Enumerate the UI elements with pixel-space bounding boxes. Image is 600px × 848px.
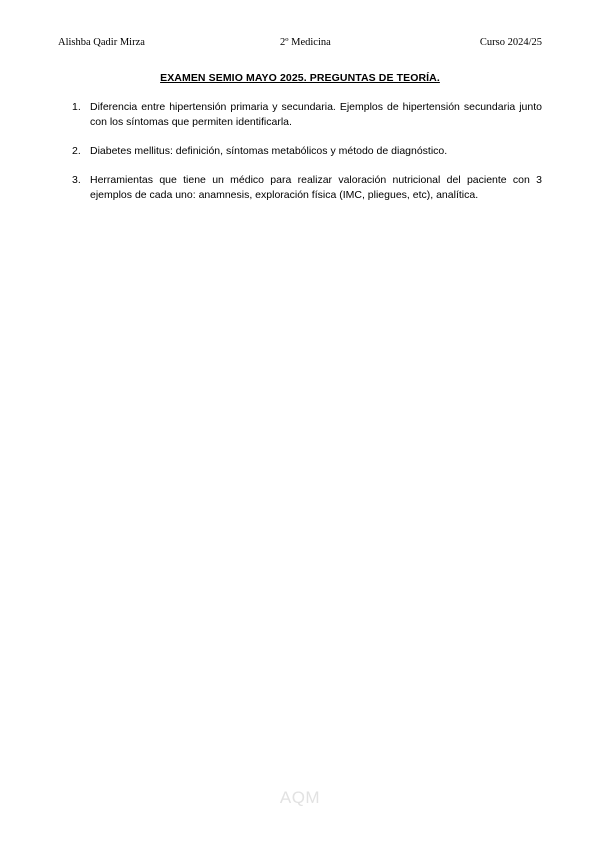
author-name: Alishba Qadir Mirza <box>58 37 145 48</box>
question-item <box>68 144 542 159</box>
watermark: AQM <box>279 788 321 807</box>
academic-year: Curso 2024/25 <box>479 37 542 48</box>
page-header <box>58 37 542 51</box>
question-text: Herramientas que tiene un médico para realizar valoración nutricional del paciente con 3 ejemplos de cada uno: anamnesis, exploración física (IMC, pliegues, etc), analítica. <box>90 174 542 201</box>
question-item <box>68 173 542 203</box>
course-year: 2º Medicina <box>280 37 331 48</box>
question-text: Diabetes mellitus: definición, síntomas metabólicos y método de diagnóstico. <box>90 145 448 157</box>
exam-title: EXAMEN SEMIO MAYO 2025. PREGUNTAS DE TEORÍA. <box>160 72 440 84</box>
question-number: 3. <box>72 174 81 186</box>
question-number: 1. <box>72 101 81 113</box>
question-item <box>68 100 542 130</box>
question-list <box>68 100 542 217</box>
question-number: 2. <box>72 145 81 157</box>
question-text: Diferencia entre hipertensión primaria y secundaria. Ejemplos de hipertensión secundaria junto con los síntomas que permiten identificarla. <box>90 101 542 128</box>
